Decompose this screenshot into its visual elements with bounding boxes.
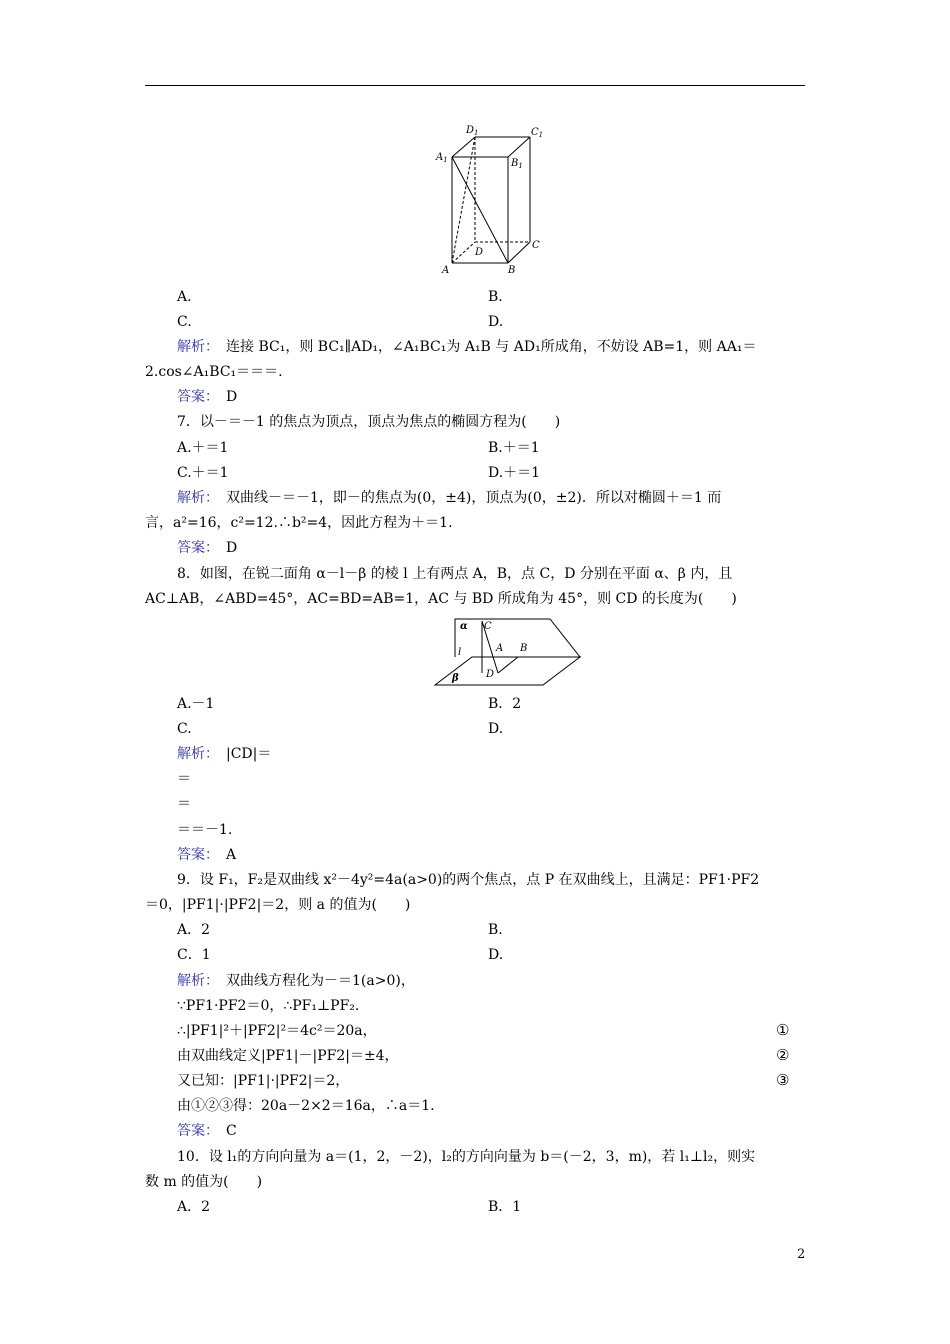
- q10-stem-line1: 10．设 l₁的方向向量为 a＝(1，2，－2)，l₂的方向向量为 b＝(－2，3，m)，若 l₁⊥l₂，则实: [177, 1149, 756, 1165]
- equation-mark-2: ②: [776, 1046, 790, 1064]
- answer-tag: 答案：: [177, 847, 212, 863]
- q8-solution-line3: ＝: [177, 796, 191, 812]
- label-A1: $A_1$: [436, 152, 448, 164]
- prism-figure: [430, 120, 550, 280]
- q6-answer: 答案： D: [177, 389, 238, 405]
- label-D: D: [486, 669, 495, 680]
- q8-option-a: A.－1: [177, 696, 215, 712]
- q6-option-a: A.: [177, 289, 192, 305]
- q6-option-c: C.: [177, 314, 192, 330]
- q7-stem: 7．以－＝－1 的焦点为顶点，顶点为焦点的椭圆方程为( ): [177, 414, 561, 430]
- answer-tag: 答案：: [177, 389, 212, 405]
- q8-solution-line4: ＝＝－1.: [177, 822, 233, 838]
- q6-option-d: D.: [488, 314, 504, 330]
- header-rule: [145, 85, 805, 86]
- q8-option-d: D.: [488, 721, 504, 737]
- q7-option-c: C.＋＝1: [177, 465, 229, 481]
- label-C1: $C_1$: [531, 127, 544, 139]
- q7-option-d: D.＋＝1: [488, 465, 541, 481]
- label-l: l: [458, 647, 462, 658]
- label-D: D: [475, 247, 484, 258]
- label-D1: $D_1$: [466, 125, 479, 137]
- q8-solution-line1: 解析： |CD|＝: [177, 746, 272, 762]
- q8-stem-line1: 8．如图，在锐二面角 α－l－β 的棱 l 上有两点 A，B，点 C，D 分别在平面 α、β 内，且: [177, 566, 733, 582]
- q9-solution-line4: 由双曲线定义|PF1|－|PF2|＝±4，: [177, 1048, 399, 1064]
- q9-stem-line1: 9．设 F₁，F₂是双曲线 x²－4y²=4a(a>0)的两个焦点，点 P 在双曲线上，且满足：PF1·PF2: [177, 872, 760, 888]
- label-B: B: [520, 643, 528, 654]
- q9-solution-line1: 解析： 双曲线方程化为－＝1(a>0)，: [177, 973, 415, 989]
- q8-option-c: C.: [177, 721, 192, 737]
- q10-option-a: A．2: [177, 1199, 211, 1215]
- q9-solution-line5: 又已知：|PF1|·|PF2|＝2，: [177, 1073, 350, 1089]
- q9-option-d: D.: [488, 947, 504, 963]
- q8-option-b: B．2: [488, 696, 522, 712]
- q9-solution-line2: ∵PF1·PF2＝0，∴PF₁⊥PF₂.: [177, 998, 360, 1014]
- q6-solution-line2: 2.cos∠A₁BC₁＝＝＝.: [145, 364, 283, 380]
- label-C: C: [532, 240, 540, 251]
- q8-stem-line2: AC⊥AB，∠ABD=45°，AC=BD=AB=1，AC 与 BD 所成角为 45°，则 CD 的长度为( ): [145, 591, 737, 607]
- label-A: A: [496, 643, 504, 654]
- page-number: 2: [797, 1247, 806, 1262]
- answer-tag: 答案：: [177, 1123, 212, 1139]
- label-beta: β: [452, 673, 459, 684]
- equation-mark-3: ③: [776, 1071, 790, 1089]
- q9-answer: 答案： C: [177, 1123, 237, 1139]
- q9-stem-line2: ＝0，|PF1|·|PF2|＝2，则 a 的值为( ): [145, 897, 411, 913]
- q9-solution-line3: ∴|PF1|²＋|PF2|²＝4c²＝20a，: [177, 1023, 377, 1039]
- q10-stem-line2: 数 m 的值为( ): [145, 1174, 263, 1190]
- q8-solution-line2: ＝: [177, 771, 191, 787]
- label-B1: $B_1$: [511, 158, 523, 170]
- q6-option-b: B.: [488, 289, 503, 305]
- q8-answer: 答案： A: [177, 847, 237, 863]
- solution-tag: 解析：: [177, 746, 212, 762]
- equation-mark-1: ①: [776, 1021, 790, 1039]
- label-A: A: [442, 265, 450, 276]
- solution-tag: 解析：: [177, 339, 212, 355]
- q9-option-a: A．2: [177, 922, 211, 938]
- q9-solution-line6: 由①②③得：20a－2×2＝16a，∴a＝1.: [177, 1098, 435, 1114]
- label-alpha: α: [460, 621, 468, 632]
- q10-option-b: B．1: [488, 1199, 522, 1215]
- q9-option-b: B.: [488, 922, 503, 938]
- label-C: C: [484, 621, 492, 632]
- q7-solution-line1: 解析： 双曲线－＝－1，即－的焦点为(0，±4)，顶点为(0，±2)．所以对椭圆＋＝1 而: [177, 490, 722, 506]
- q7-option-a: A.＋＝1: [177, 440, 229, 456]
- q7-solution-line2: 言，a²=16，c²=12.∴b²=4，因此方程为＋＝1.: [145, 515, 453, 531]
- q7-answer: 答案： D: [177, 540, 238, 556]
- solution-tag: 解析：: [177, 490, 212, 506]
- dihedral-figure: [430, 615, 585, 690]
- q6-solution-line1: 解析： 连接 BC₁，则 BC₁∥AD₁，∠A₁BC₁为 A₁B 与 AD₁所成角，不妨设 AB=1，则 AA₁＝: [177, 339, 757, 355]
- q9-option-c: C．1: [177, 947, 211, 963]
- solution-tag: 解析：: [177, 973, 212, 989]
- label-B: B: [508, 265, 516, 276]
- q7-option-b: B.＋＝1: [488, 440, 540, 456]
- answer-tag: 答案：: [177, 540, 212, 556]
